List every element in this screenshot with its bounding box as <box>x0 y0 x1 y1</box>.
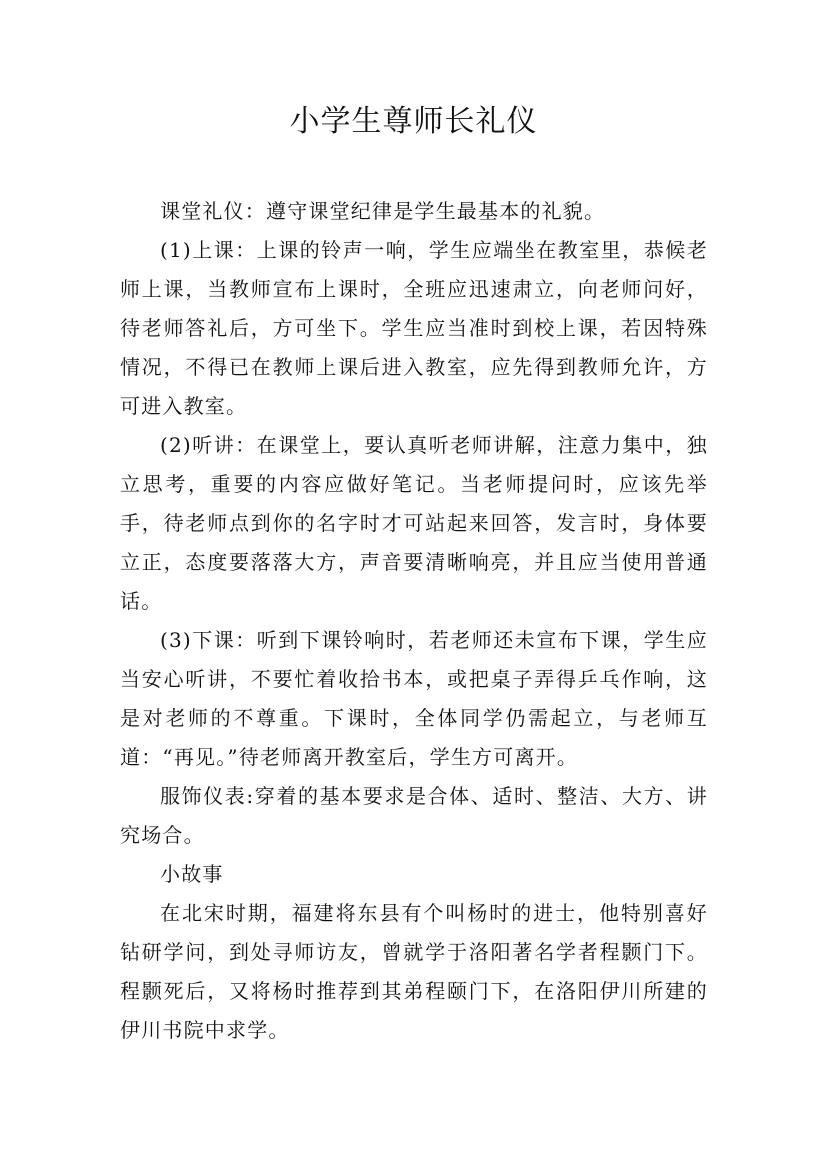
section-heading-story: 小故事 <box>160 862 224 886</box>
document-title: 小学生尊师长礼仪 <box>289 104 538 139</box>
paragraph-listening: (2)听讲：在课堂上，要认真听老师讲解，注意力集中，独立思考，重要的内容应做好笔记。当老师提问时，应该先举手，待老师点到你的名字时才可站起来回答，发言时，身体要立正，态度要落落大方，声音要清晰响亮，并且应当使用普通话。 <box>120 433 708 613</box>
paragraph-dress-code: 服饰仪表:穿着的基本要求是合体、适时、整洁、大方、讲究场合。 <box>120 784 708 847</box>
paragraph-classroom-etiquette: 课堂礼仪：遵守课堂纪律是学生最基本的礼貌。 <box>160 199 606 223</box>
paragraph-story: 在北宋时期，福建将东县有个叫杨时的进士，他特别喜好钻研学问，到处寻师访友，曾就学于洛阳著名学者程颢门下。程颢死后，又将杨时推荐到其弟程颐门下，在洛阳伊川所建的伊川书院中求学。 <box>120 901 708 1042</box>
paragraph-class-end: (3)下课：听到下课铃响时，若老师还未宣布下课，学生应当安心听讲，不要忙着收拾书本，或把桌子弄得乒乓作响，这是对老师的不尊重。下课时，全体同学仍需起立，与老师互道：“再见。”待老师离开教室后，学生方可离开。 <box>120 628 708 769</box>
document-body <box>120 192 708 1050</box>
paragraph-class-start: (1)上课：上课的铃声一响，学生应端坐在教室里，恭候老师上课，当教师宣布上课时，全班应迅速肃立，向老师问好，待老师答礼后，方可坐下。学生应当准时到校上课，若因特殊情况，不得已在教师上课后进入教室，应先得到教师允许，方可进入教室。 <box>120 238 708 418</box>
